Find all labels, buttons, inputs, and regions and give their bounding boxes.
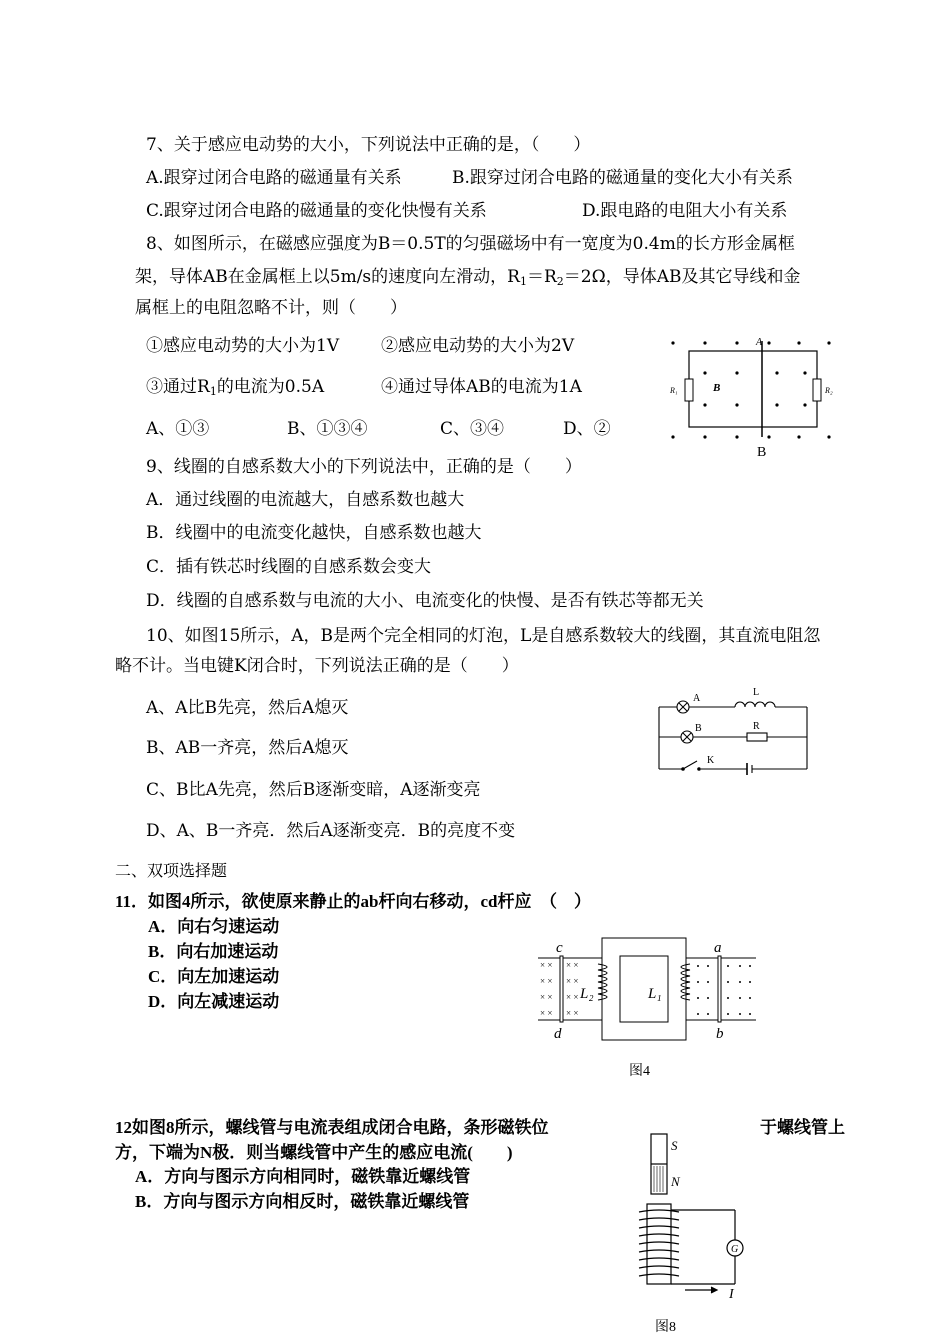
q11-fig-label-l2: L₂ [580,986,594,1002]
q12-fig-label-n: N [671,1174,680,1189]
q12-fig-label-g: G [731,1244,739,1255]
q10-fig-label-b: B [695,723,702,734]
q11-fig-label-a: a [714,940,722,956]
q8-answer-b: B、①③④ [287,419,368,439]
q11-fig-label-d: d [554,1026,562,1042]
q11-figure-caption: 图4 [629,1064,650,1079]
q10-stem-line2: 略不计。当电键K闭合时，下列说法正确的是（ ） [115,656,519,676]
q10-circuit-figure [655,685,815,775]
q10-fig-label-r: R [753,721,760,732]
q8-statement-3: ③通过$R_1$的电流为0.5A [146,377,325,398]
q11-fig-label-b: b [716,1026,724,1042]
q8-stem-line3: 属框上的电阻忽略不计，则（ ） [135,298,407,318]
q10-option-d: D、A、B一齐亮．然后A逐渐变亮．B的亮度不变 [146,821,516,841]
svg-text:× ×: × × [566,992,579,1002]
svg-text:× ×: × × [540,976,553,986]
q12-solenoid-figure [625,1130,775,1310]
q11-option-a: A．向右匀速运动 [148,917,280,936]
q9-option-a: A．通过线圈的电流越大，自感系数也越大 [146,490,465,510]
q12-fig-label-i: I [729,1287,734,1302]
q12-figure-caption: 图8 [655,1320,676,1335]
q10-option-c: C、B比A先亮，然后B逐渐变暗，A逐渐变亮 [146,780,481,800]
q12-stem-line2: 方，下端为N极．则当螺线管中产生的感应电流( ) [115,1143,513,1162]
q12-option-b: B．方向与图示方向相反时，磁铁靠近螺线管 [135,1192,470,1211]
q9-option-d: D．线圈的自感系数与电流的大小、电流变化的快慢、是否有铁芯等都无关 [146,591,704,611]
q7-option-c: C.跟穿过闭合电路的磁通量的变化快慢有关系 [146,201,487,221]
q8-answer-d: D、② [563,419,611,439]
q11-fig-label-c: c [556,940,563,956]
q10-fig-label-l: L [753,687,760,698]
q10-stem-line1: 10、如图15所示，A，B是两个完全相同的灯泡，L是自感系数较大的线圈，其直流电阻忽 [146,626,821,646]
q10-fig-label-k: K [707,755,715,766]
svg-text:× ×: × × [540,992,553,1002]
svg-text:× ×: × × [540,1008,553,1018]
q7-stem: 7、关于感应电动势的大小，下列说法中正确的是，（ ） [146,135,591,155]
q8-circuit-figure [665,333,845,463]
q10-option-a: A、A比B先亮，然后A熄灭 [146,698,349,718]
q8-fig-label-r1: R₁ [670,386,678,395]
q11-transformer-figure [528,936,768,1046]
q11-option-c: C．向左加速运动 [148,967,280,986]
q8-stem-line1: 8、如图所示，在磁感应强度为B＝0.5T的匀强磁场中有一宽度为0.4m的长方形金属框 [146,234,795,254]
section-2-heading: 二、双项选择题 [115,861,228,880]
q8-statement-1: ①感应电动势的大小为1V [146,336,340,356]
svg-text:× ×: × × [566,960,579,970]
svg-text:× ×: × × [566,976,579,986]
q7-option-d: D.跟电路的电阻大小有关系 [582,201,788,221]
q8-answer-c: C、③④ [440,419,505,439]
q9-option-b: B．线圈中的电流变化越快，自感系数也越大 [146,523,482,543]
q12-stem-line1-left: 12如图8所示，螺线管与电流表组成闭合电路，条形磁铁位 [115,1118,549,1137]
q12-stem-line1-right: 于螺线管上 [760,1118,845,1137]
q12-fig-label-s: S [671,1138,678,1153]
q8-fig-label-r2: R₂ [825,386,833,395]
q11-option-d: D．向左减速运动 [148,992,280,1011]
q8-answer-a: A、①③ [146,419,210,439]
q9-stem: 9、线圈的自感系数大小的下列说法中，正确的是（ ） [146,457,582,477]
q7-option-a: A.跟穿过闭合电路的磁通量有关系 [146,168,402,188]
q7-option-b: B.跟穿过闭合电路的磁通量的变化大小有关系 [452,168,793,188]
q8-statement-2: ②感应电动势的大小为2V [381,336,575,356]
q8-stem-line2: 架，导体AB在金属框上以5m/s的速度向左滑动，$R_1=R_2=2\Omega$，导体AB及其它导线和金 [135,267,801,288]
q9-option-c: C．插有铁芯时线圈的自感系数会变大 [146,557,432,577]
q10-fig-label-a: A [693,693,701,704]
q8-fig-label-b: B [757,445,767,460]
q8-statement-4: ④通过导体AB的电流为1A [381,377,582,397]
q10-option-b: B、AB一齐亮，然后A熄灭 [146,738,349,758]
q11-stem: 11．如图4所示，欲使原来静止的ab杆向右移动，cd杆应 （ ） [115,892,592,911]
q12-option-a: A．方向与图示方向相同时，磁铁靠近螺线管 [135,1167,471,1186]
q11-option-b: B．向右加速运动 [148,942,279,961]
q8-fig-label-a: A [756,337,763,348]
q11-fig-label-l1: L₁ [648,986,662,1002]
svg-text:× ×: × × [540,960,553,970]
svg-text:× ×: × × [566,1008,579,1018]
q8-fig-label-field: B [713,382,721,394]
